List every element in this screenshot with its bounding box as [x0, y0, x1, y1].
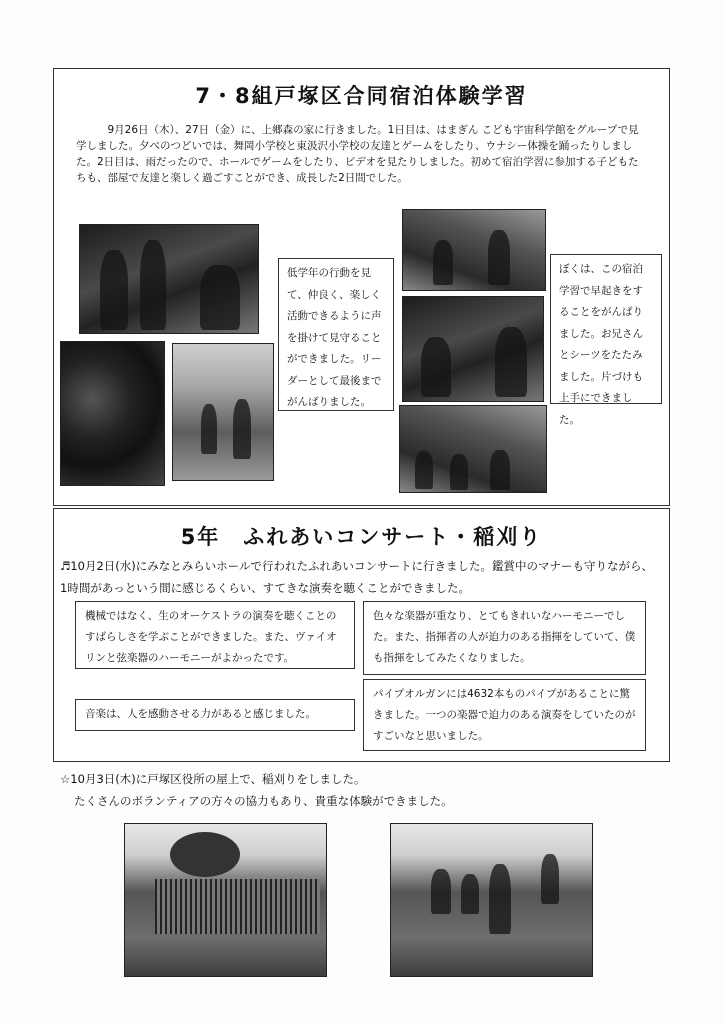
- comment-left: 低学年の行動を見て、仲良く、楽しく活動できるように声を掛けて見守ることができました。リーダーとして最後までがんばりました。: [278, 258, 394, 411]
- trip-section: [53, 68, 670, 506]
- harvest-text: [60, 768, 660, 812]
- trip-title: 7・8組戸塚区合同宿泊体験学習: [195, 84, 528, 108]
- photo-hall-children: [172, 343, 274, 481]
- photo-museum-group: [79, 224, 259, 334]
- concert-title: 5年 ふれあいコンサート・稲刈り: [180, 525, 543, 549]
- photo-folding-sheets: [402, 296, 544, 402]
- trip-intro-text: 9月26日（木）、27日（金）に、上郷森の家に行きました。1日目は、はまぎん こども宇宙科学館をグループで見学しました。夕べのつどいでは、舞岡小学校と東汲沢小学校の友達とゲームをしたり、ウナシー体操を踊ったりしました。2日目は、雨だったので、ホールでゲームをしたり、ビデオを見たりしました。初めて宿泊学習に参加する子どもたちも、部屋で友達と楽しく過ごすことができ、成長した2日間でした。: [76, 124, 639, 184]
- photo-room-sheets: [402, 209, 546, 291]
- photo-rice-harvest-volunteers: [390, 823, 593, 977]
- photo-forest: [60, 341, 165, 486]
- comment-right: ぼくは、この宿泊学習で早起きをすることをがんばりました。お兄さんとシーツをたたみました。片づけも上手にできました。: [550, 254, 662, 404]
- harvest-line-1: ☆10月3日(木)に戸塚区役所の屋上で、稲刈りをしました。: [60, 772, 366, 786]
- harvest-line-2: たくさんのボランティアの方々の協力もあり、貴重な体験ができました。: [74, 794, 453, 808]
- concert-comment-4: パイプオルガンには4632本ものパイプがあることに驚きました。一つの楽器で迫力のある演奏をしていたのがすごいなと思いました。: [363, 679, 646, 751]
- photo-rice-drying: [124, 823, 327, 977]
- concert-comment-1: 機械ではなく、生のオーケストラの演奏を聴くことのすばらしさを学ぶことができました。また、ヴァイオリンと弦楽器のハーモニーがよかったです。: [75, 601, 355, 669]
- concert-comment-2: 色々な楽器が重なり、とてもきれいなハーモニーでした。また、指揮者の人が迫力のある指揮をしていて、僕も指揮をしてみたくなりました。: [363, 601, 646, 675]
- concert-intro-text: ♬10月2日(水)にみなとみらいホールで行われたふれあいコンサートに行きました。鑑賞中のマナーも守りながら、1時間があっという間に感じるくらい、すてきな演奏を聴くことができました。: [60, 559, 653, 595]
- concert-section: [53, 508, 670, 762]
- concert-comment-3: 音楽は、人を感動させる力があると感じました。: [75, 699, 355, 731]
- photo-hall-games: [399, 405, 547, 493]
